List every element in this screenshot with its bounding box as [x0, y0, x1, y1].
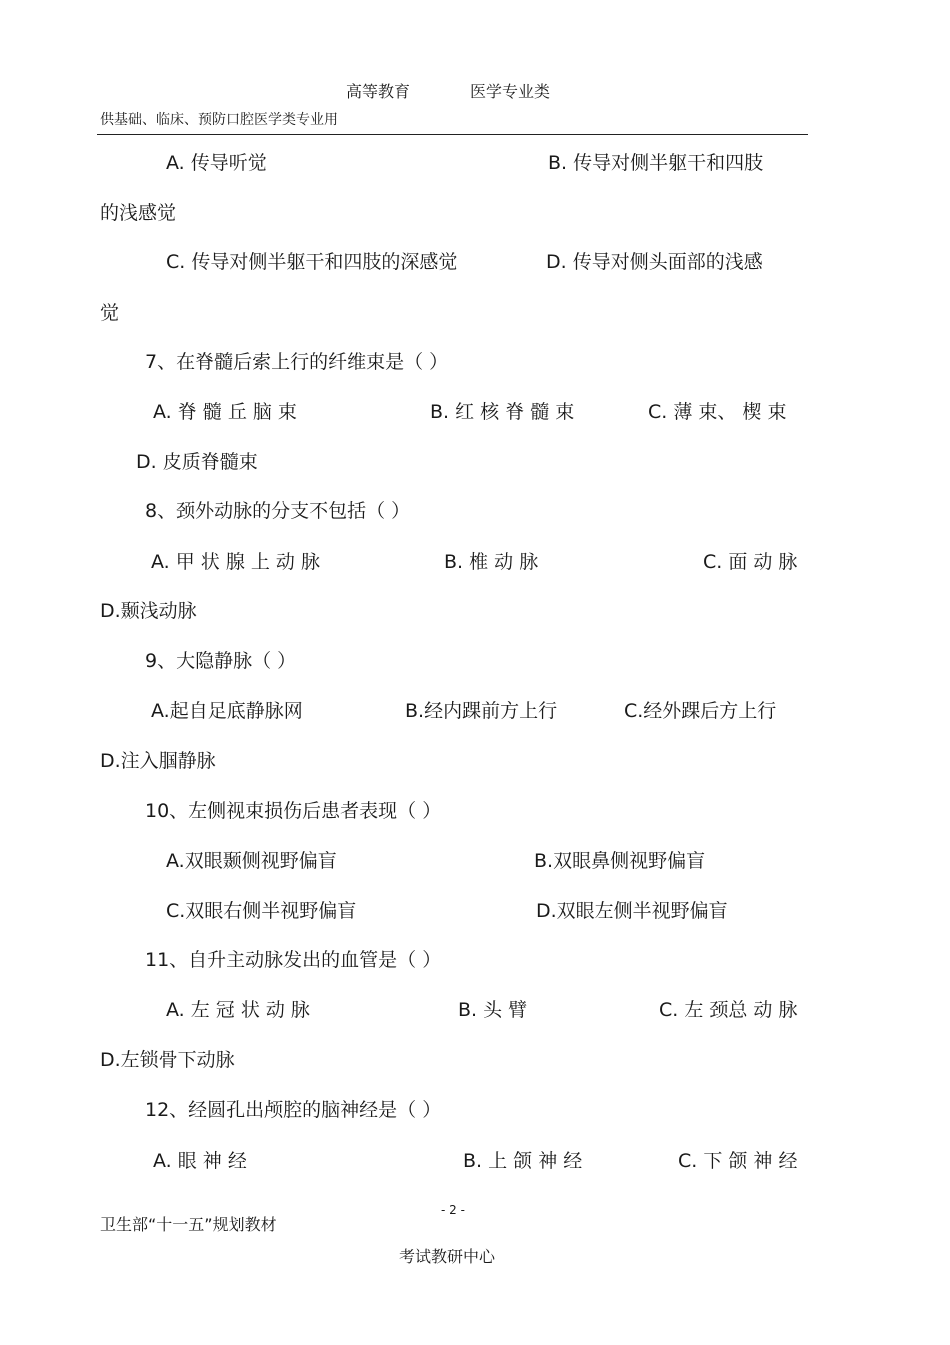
question-12-stem: 12、经圆孔出颅腔的脑神经是（ ）: [145, 1099, 442, 1121]
question-7-option-b: B. 红 核 脊 髓 束: [430, 401, 575, 423]
prev-option-b: B. 传导对侧半躯干和四肢: [548, 152, 764, 174]
question-7-stem: 7、在脊髓后索上行的纤维束是（ ）: [145, 351, 449, 373]
question-12-option-b: B. 上 颌 神 经: [463, 1150, 583, 1172]
question-11-option-d: D.左锁骨下动脉: [100, 1049, 235, 1071]
question-9-option-c: C.经外踝后方上行: [624, 700, 777, 722]
question-7-option-c: C. 薄 束、 楔 束: [648, 401, 787, 423]
prev-option-d-continued: 觉: [100, 302, 120, 324]
question-11-option-b: B. 头 臂: [458, 999, 528, 1021]
question-10-stem: 10、左侧视束损伤后患者表现（ ）: [145, 800, 442, 822]
page-number: - 2 -: [441, 1203, 465, 1217]
header-rule: [97, 134, 808, 135]
prev-option-b-continued: 的浅感觉: [100, 202, 177, 224]
prev-option-c: C. 传导对侧半躯干和四肢的深感觉: [166, 251, 458, 273]
footer-left-text: 卫生部“十一五”规划教材: [100, 1215, 277, 1234]
question-11-option-c: C. 左 颈总 动 脉: [659, 999, 798, 1021]
question-9-stem: 9、大隐静脉（ ）: [145, 650, 297, 672]
question-10-option-c: C.双眼右侧半视野偏盲: [166, 900, 357, 922]
question-7-option-a: A. 脊 髓 丘 脑 束: [153, 401, 297, 423]
question-8-option-d: D.颞浅动脉: [100, 600, 197, 622]
question-11-stem: 11、自升主动脉发出的血管是（ ）: [145, 949, 442, 971]
prev-option-d: D. 传导对侧头面部的浅感: [546, 251, 763, 273]
footer-center-text: 考试教研中心: [399, 1247, 496, 1266]
question-8-option-b: B. 椎 动 脉: [444, 551, 539, 573]
question-9-option-b: B.经内踝前方上行: [405, 700, 558, 722]
question-8-option-c: C. 面 动 脉: [703, 551, 798, 573]
header-title-left: 高等教育: [346, 82, 411, 101]
header-title-right: 医学专业类: [470, 82, 551, 101]
question-12-option-c: C. 下 颌 神 经: [678, 1150, 798, 1172]
question-10-option-a: A.双眼颞侧视野偏盲: [166, 850, 337, 872]
question-12-option-a: A. 眼 神 经: [153, 1150, 247, 1172]
header-subtitle: 供基础、临床、预防口腔医学类专业用: [100, 112, 338, 128]
question-8-stem: 8、颈外动脉的分支不包括（ ）: [145, 500, 411, 522]
prev-option-a: A. 传导听觉: [166, 152, 267, 174]
question-9-option-a: A.起自足底静脉网: [151, 700, 303, 722]
question-10-option-b: B.双眼鼻侧视野偏盲: [534, 850, 706, 872]
question-8-option-a: A. 甲 状 腺 上 动 脉: [151, 551, 320, 573]
question-7-option-d: D. 皮质脊髓束: [136, 451, 258, 473]
question-9-option-d: D.注入腘静脉: [100, 750, 216, 772]
question-10-option-d: D.双眼左侧半视野偏盲: [536, 900, 728, 922]
question-11-option-a: A. 左 冠 状 动 脉: [166, 999, 310, 1021]
